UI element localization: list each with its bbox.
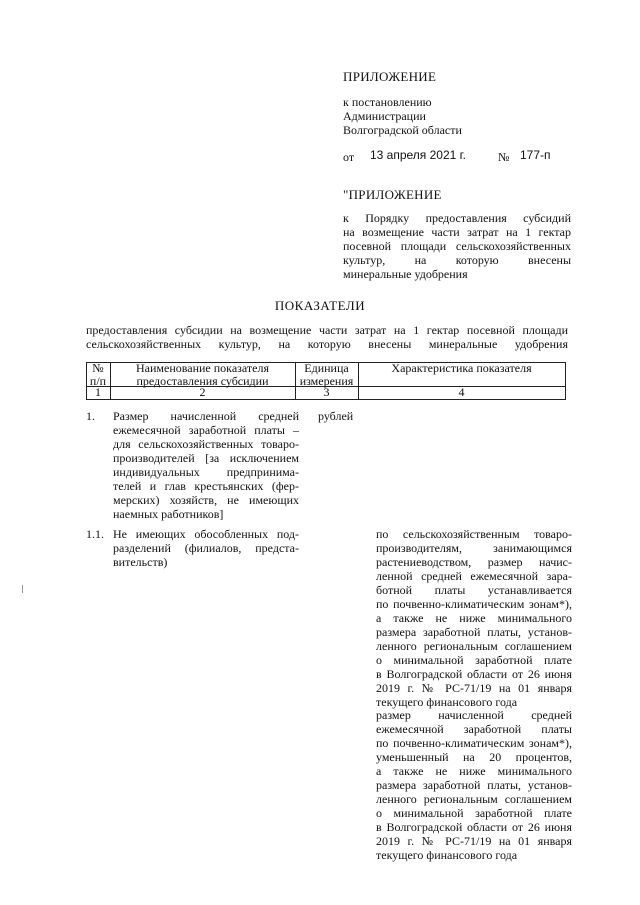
col-number-1: 1: [95, 385, 101, 399]
row-1-number: 1.: [86, 409, 95, 423]
characteristic-1-line: а также не ниже минимального: [376, 611, 572, 625]
characteristic-1-line: ленного региональным соглашением: [376, 639, 572, 653]
characteristic-1-line: размера заработной платы, установ-: [376, 625, 572, 639]
col-header-unit-line-1: Единица: [304, 361, 349, 375]
row-1-1-number: 1.1.: [86, 527, 104, 541]
characteristic-2-line: 2019 г. № РС-71/19 на 01 января: [376, 834, 572, 848]
heading-subtitle-line-2: сельскохозяйственных культур, на которую внесены минеральные удобрения: [86, 337, 568, 351]
characteristic-2-line: а также не ниже минимального: [376, 764, 572, 778]
row-1-name-line: производителей [за исключением: [113, 451, 299, 465]
col-number-3: 3: [323, 385, 330, 399]
header-line-1: к постановлению: [343, 95, 432, 109]
col-header-number-line-2: п/п: [89, 374, 107, 388]
row-1-name-line: для сельскохозяйственных товаро-: [113, 437, 299, 451]
col-number-2: 2: [199, 385, 206, 399]
characteristic-1-line: ботной платы устанавливается: [376, 583, 572, 597]
date-prefix: от: [343, 150, 355, 164]
appendix-text-line: к Порядку предоставления субсидий: [343, 211, 571, 225]
row-1-name-line: индивидуальных предпринима-: [113, 465, 299, 479]
row-1-1-name-line: вительств): [113, 555, 168, 569]
appendix-text-line: минеральные удобрения: [343, 267, 468, 281]
header-line-2: Администрации: [343, 109, 426, 123]
characteristic-2-line: в Волгоградской области от 26 июня: [376, 820, 572, 834]
characteristic-1-line: 2019 г. № РС-71/19 на 01 января: [376, 681, 572, 695]
document-date: 13 апреля 2021 г.: [370, 148, 466, 162]
scan-artifact: [22, 585, 23, 593]
characteristic-2-line: уменьшенный на 20 процентов,: [376, 750, 572, 764]
characteristic-1-line: растениеводством, размер начис-: [376, 555, 572, 569]
col-header-characteristic: [358, 362, 565, 375]
characteristic-2-line: о минимальной заработной плате: [376, 806, 572, 820]
characteristic-2-line: текущего финансового года: [376, 848, 518, 862]
row-1-unit: рублей: [318, 409, 354, 423]
appendix-text-line: культур, на которую внесены: [343, 253, 571, 267]
appendix-text-line: посевной площади сельскохозяйственных: [343, 239, 571, 253]
row-1-name-line: ежемесячной заработной платы –: [113, 423, 299, 437]
characteristic-1-line: в Волгоградской области от 26 июня: [376, 667, 572, 681]
characteristic-1-line: ленной средней ежемесячной зара-: [376, 569, 572, 583]
characteristic-1-line: производителям, занимающимся: [376, 541, 572, 555]
characteristic-1-line: по почвенно-климатическим зонам*),: [376, 597, 572, 611]
characteristic-2-line: по почвенно-климатическим зонам*),: [376, 736, 572, 750]
row-1-name-line: Размер начисленной средней: [113, 409, 299, 423]
col-header-characteristic-line-1: Характеристика показателя: [391, 361, 532, 375]
row-1-name-line: наемных работников]: [113, 507, 224, 521]
col-header-name-line-1: Наименование показателя: [136, 361, 269, 375]
indicators-heading: ПОКАЗАТЕЛИ: [274, 298, 366, 313]
characteristic-2-line: размер начисленной средней: [376, 708, 572, 722]
appendix-title: ПРИЛОЖЕНИЕ: [343, 69, 437, 84]
characteristic-1-line: о минимальной заработной плате: [376, 653, 572, 667]
row-1-1-name-line: Не имеющих обособленных под-: [113, 527, 299, 541]
document-number: 177-п: [520, 148, 551, 162]
header-line-3: Волгоградской области: [343, 123, 462, 137]
row-1-name: [113, 409, 299, 521]
number-sign: №: [498, 150, 510, 164]
characteristic-1-line: текущего финансового года: [376, 695, 518, 709]
col-header-name-line-2: предоставления субсидии: [136, 374, 269, 388]
characteristic-2-line: ежемесячной заработной платы: [376, 722, 572, 736]
heading-subtitle-line-1: предоставления субсидии на возмещение части затрат на 1 гектар посевной площади: [86, 323, 568, 337]
col-number-4: 4: [458, 385, 465, 399]
row-1-1-name: [113, 527, 299, 569]
row-1-name-line: мерских) хозяйств, не имеющих: [113, 493, 299, 507]
characteristic-block-1: [376, 527, 572, 709]
row-1-name-line: телей и глав крестьянских (фер-: [113, 479, 299, 493]
procedure-appendix-title: "ПРИЛОЖЕНИЕ: [343, 187, 442, 202]
characteristic-2-line: ленного региональным соглашением: [376, 792, 572, 806]
procedure-appendix-text: [343, 211, 571, 281]
characteristic-2-line: размера заработной платы, установ-: [376, 778, 572, 792]
indicators-table-header: [86, 362, 566, 400]
characteristic-block-2: [376, 708, 572, 862]
row-1-1-name-line: разделений (филиалов, предста-: [113, 541, 299, 555]
col-header-unit-line-2: измерения: [299, 374, 354, 388]
characteristic-1-line: по сельскохозяйственным товаро-: [376, 527, 572, 541]
col-header-number-line-1: №: [92, 361, 104, 375]
appendix-text-line: на возмещение части затрат на 1 гектар: [343, 225, 571, 239]
